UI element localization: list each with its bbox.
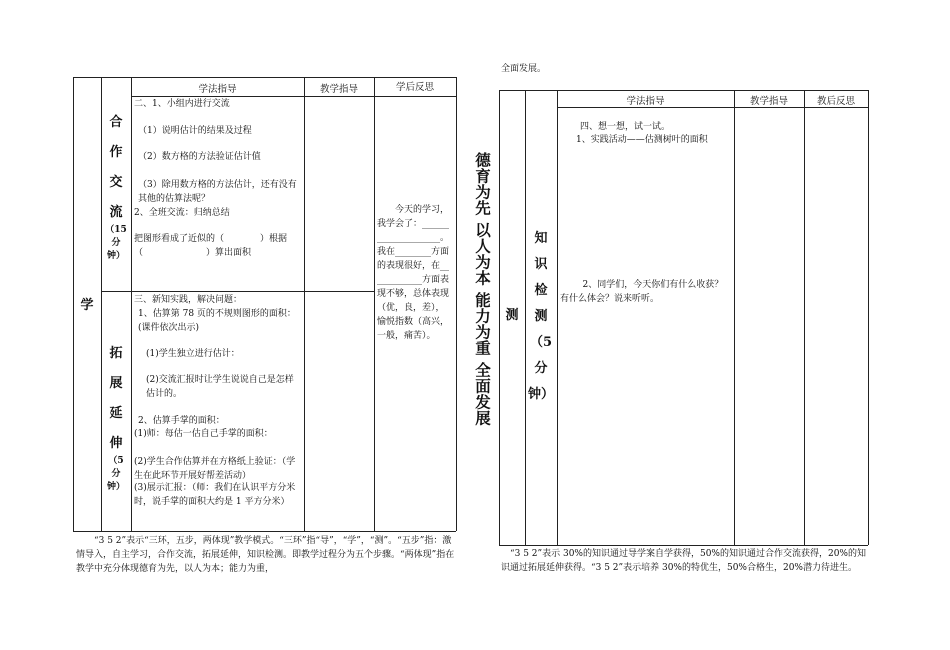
section-char: 识 bbox=[534, 257, 548, 272]
content-line: 四、想一想，试一试。 bbox=[580, 122, 671, 132]
section-time: （5 bbox=[529, 335, 553, 350]
section-char: 延 bbox=[109, 406, 123, 421]
content-line: 1、估算第 78 页的不规则图形的面积：(课件依次出示) bbox=[138, 309, 296, 333]
section-char: 展 bbox=[109, 376, 123, 391]
content-line: (1)学生独立进行估计： bbox=[146, 349, 240, 359]
section-time: 分 bbox=[111, 238, 121, 248]
content-line: 三、新知实践，解决问题： bbox=[134, 295, 243, 305]
header-study-guide: 学法指导 bbox=[626, 96, 665, 107]
content-line: 把图形看成了近似的（ ）根据（ ）算出面积 bbox=[134, 234, 288, 258]
content-line: 2、同学们，今天你们有什么收获？有什么体会？说来听听。 bbox=[560, 280, 724, 304]
content-line: （1）说明估计的结果及过程 bbox=[138, 126, 252, 136]
content-line: (1)师：每估一估自己手掌的面积： bbox=[134, 429, 273, 439]
section-time: 钟） bbox=[527, 387, 554, 402]
right-footer-note: “3 5 2”表示 30%的知识通过导学案自学获得，50%的知识通过合作交流获得，20%的知识通过拓展延伸获得。“3 5 2”表示培养 30%的特优生，50%合格生，20%潜力待进生。 bbox=[501, 549, 866, 573]
header-study-guide: 学法指导 bbox=[198, 84, 237, 95]
content-line: 1、实践活动——估测树叶的面积 bbox=[576, 135, 708, 145]
right-continuation-text: 全面发展。 bbox=[501, 64, 547, 74]
section-time: （5 bbox=[108, 456, 124, 466]
content-line: （2）数方格的方法验证估计值 bbox=[138, 152, 261, 162]
content-line: (2)交流汇报时让学生说说自己是怎样估计的。 bbox=[146, 375, 294, 399]
section-label-cooperation bbox=[101, 113, 131, 262]
stage-label-learn: 学 bbox=[80, 298, 94, 313]
section-time: （15 bbox=[105, 225, 127, 235]
section-time: 分 bbox=[111, 469, 121, 479]
section-time: 分 bbox=[534, 361, 548, 376]
section-label-extension bbox=[101, 344, 131, 493]
section-char: 拓 bbox=[109, 346, 123, 361]
header-reflection: 学后反思 bbox=[395, 82, 434, 93]
header-teaching-guide: 教学指导 bbox=[319, 84, 358, 95]
header-teaching-guide: 教学指导 bbox=[749, 96, 788, 107]
section-char: 检 bbox=[534, 283, 548, 298]
section-char: 作 bbox=[109, 145, 123, 160]
section-time: 钟） bbox=[106, 482, 125, 492]
content-line: (2)学生合作估算并在方格纸上验证：（学生在此环节开展好帮差活动） bbox=[134, 457, 296, 481]
section-label-knowledge-test bbox=[525, 229, 557, 405]
section-time: 钟） bbox=[106, 251, 125, 261]
section-char: 测 bbox=[534, 309, 548, 324]
section-char: 交 bbox=[109, 175, 123, 190]
header-teach-reflection: 教后反思 bbox=[816, 96, 855, 107]
section-char: 流 bbox=[109, 205, 123, 220]
section-char: 伸 bbox=[109, 436, 123, 451]
reflection-prompt: 今天的学习，我学会了：____________________。我在________方面的表现很好，在____________方面表现不够，总体表现（优，良，差），愉悦指数（高兴，一般，痛苦）。 bbox=[377, 205, 450, 341]
stage-label-test: 测 bbox=[505, 308, 519, 323]
content-line: (3)展示汇报：（师：我们在认识平方分米时，说手掌的面积大约是 1 平方分米） bbox=[134, 483, 296, 507]
content-line: （3）除用数方格的方法估计，还有没有其他的估算法呢？ bbox=[138, 180, 297, 204]
motto-banner: 德育为先 以人为本 能力为重 全面发展 bbox=[473, 152, 492, 426]
content-line: 2、全班交流：归纳总结 bbox=[134, 208, 230, 218]
section-char: 合 bbox=[109, 115, 123, 130]
content-line: 二、1、小组内进行交流 bbox=[134, 99, 230, 109]
content-line: 2、估算手掌的面积： bbox=[138, 416, 225, 426]
left-footer-note: “3 5 2”表示“三环，五步，两体现”教学模式。“三环”指“导”，“学”，“测”。“五步”指：激情导入，自主学习，合作交流，拓展延伸，知识检测。即教学过程分为五个步骤。“两体现”指在教学中充分体现德育为先，以人为本；能力为重， bbox=[76, 536, 455, 574]
section-char: 知 bbox=[534, 231, 548, 246]
